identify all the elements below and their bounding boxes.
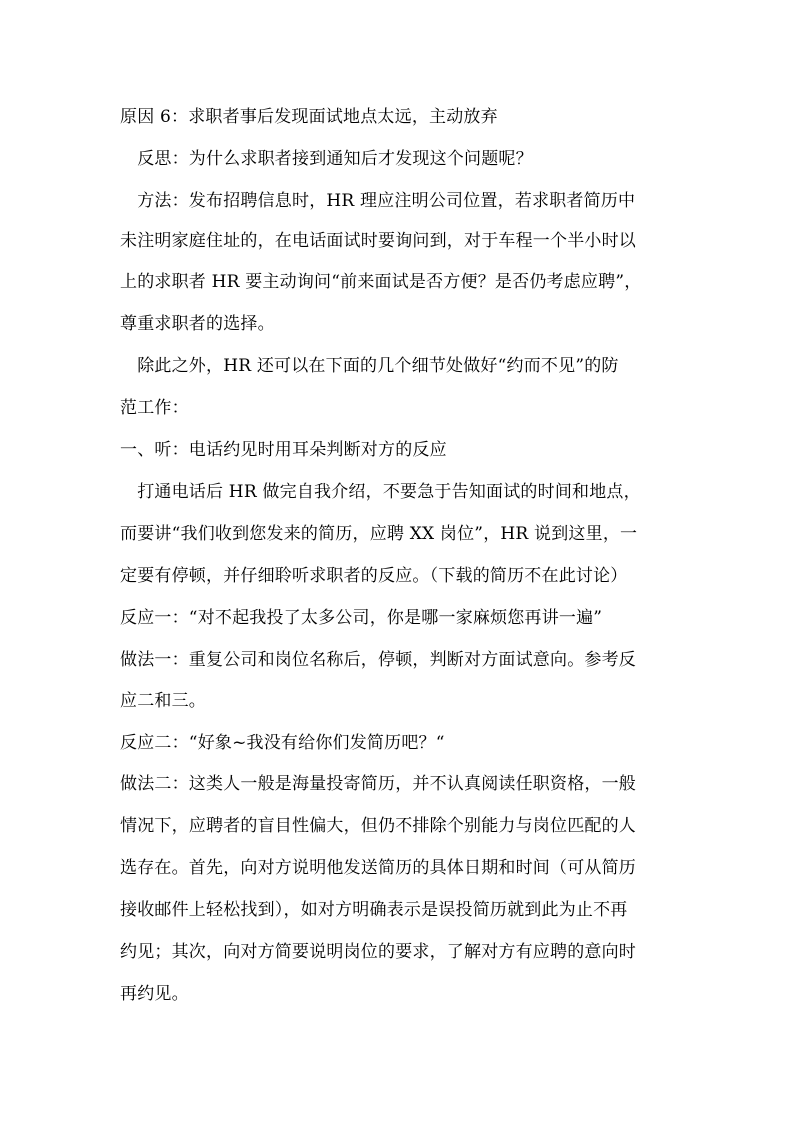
method-paragraph-line-2: 未注明家庭住址的，在电话面试时要询问到，对于车程一个半小时以 (120, 231, 636, 251)
reason-6-heading: 原因 6：求职者事后发现面试地点太远，主动放弃 (120, 107, 498, 127)
approach-2-line-1: 做法二：这类人一般是海量投寄简历，并不认真阅读任职资格，一般 (120, 774, 636, 794)
approach-2-line-6: 再约见。 (120, 984, 189, 1004)
method-paragraph-line-3: 上的求职者 HR 要主动询问“前来面试是否方便？是否仍考虑应聘”， (120, 272, 642, 292)
intro-paragraph-line-2: 范工作： (120, 398, 189, 418)
reaction-2-line: 反应二：“好象~我没有给你们发简历吧？“ (120, 733, 445, 753)
method-paragraph-line-4: 尊重求职者的选择。 (120, 314, 275, 334)
reflection-line: 反思：为什么求职者接到通知后才发现这个问题呢？ (120, 149, 533, 169)
call-paragraph-line-2: 而要讲“我们收到您发来的简历，应聘 XX 岗位”，HR 说到这里，一 (120, 524, 638, 544)
approach-2-line-2: 情况下，应聘者的盲目性偏大，但仍不排除个别能力与岗位匹配的人 (120, 816, 636, 836)
approach-1-line-2: 应二和三。 (120, 691, 206, 711)
approach-2-line-3: 选存在。首先，向对方说明他发送简历的具体日期和时间（可从简历 (120, 858, 636, 878)
approach-2-line-5: 约见；其次，向对方简要说明岗位的要求，了解对方有应聘的意向时 (120, 942, 636, 962)
reaction-1-line: 反应一：“对不起我投了太多公司，你是哪一家麻烦您再讲一遍” (120, 608, 603, 628)
method-paragraph-line-1: 方法：发布招聘信息时，HR 理应注明公司位置，若求职者简历中 (120, 191, 636, 211)
approach-1-line-1: 做法一：重复公司和岗位名称后，停顿，判断对方面试意向。参考反 (120, 650, 636, 670)
section-1-heading: 一、听：电话约见时用耳朵判断对方的反应 (120, 440, 447, 460)
intro-paragraph-line-1: 除此之外，HR 还可以在下面的几个细节处做好“约而不见”的防 (120, 356, 619, 376)
call-paragraph-line-3: 定要有停顿，并仔细聆听求职者的反应。（下载的简历不在此讨论） (120, 566, 628, 586)
call-paragraph-line-1: 打通电话后 HR 做完自我介绍，不要急于告知面试的时间和地点， (120, 482, 641, 502)
approach-2-line-4: 接收邮件上轻松找到），如对方明确表示是误投简历就到此为止不再 (120, 900, 628, 920)
